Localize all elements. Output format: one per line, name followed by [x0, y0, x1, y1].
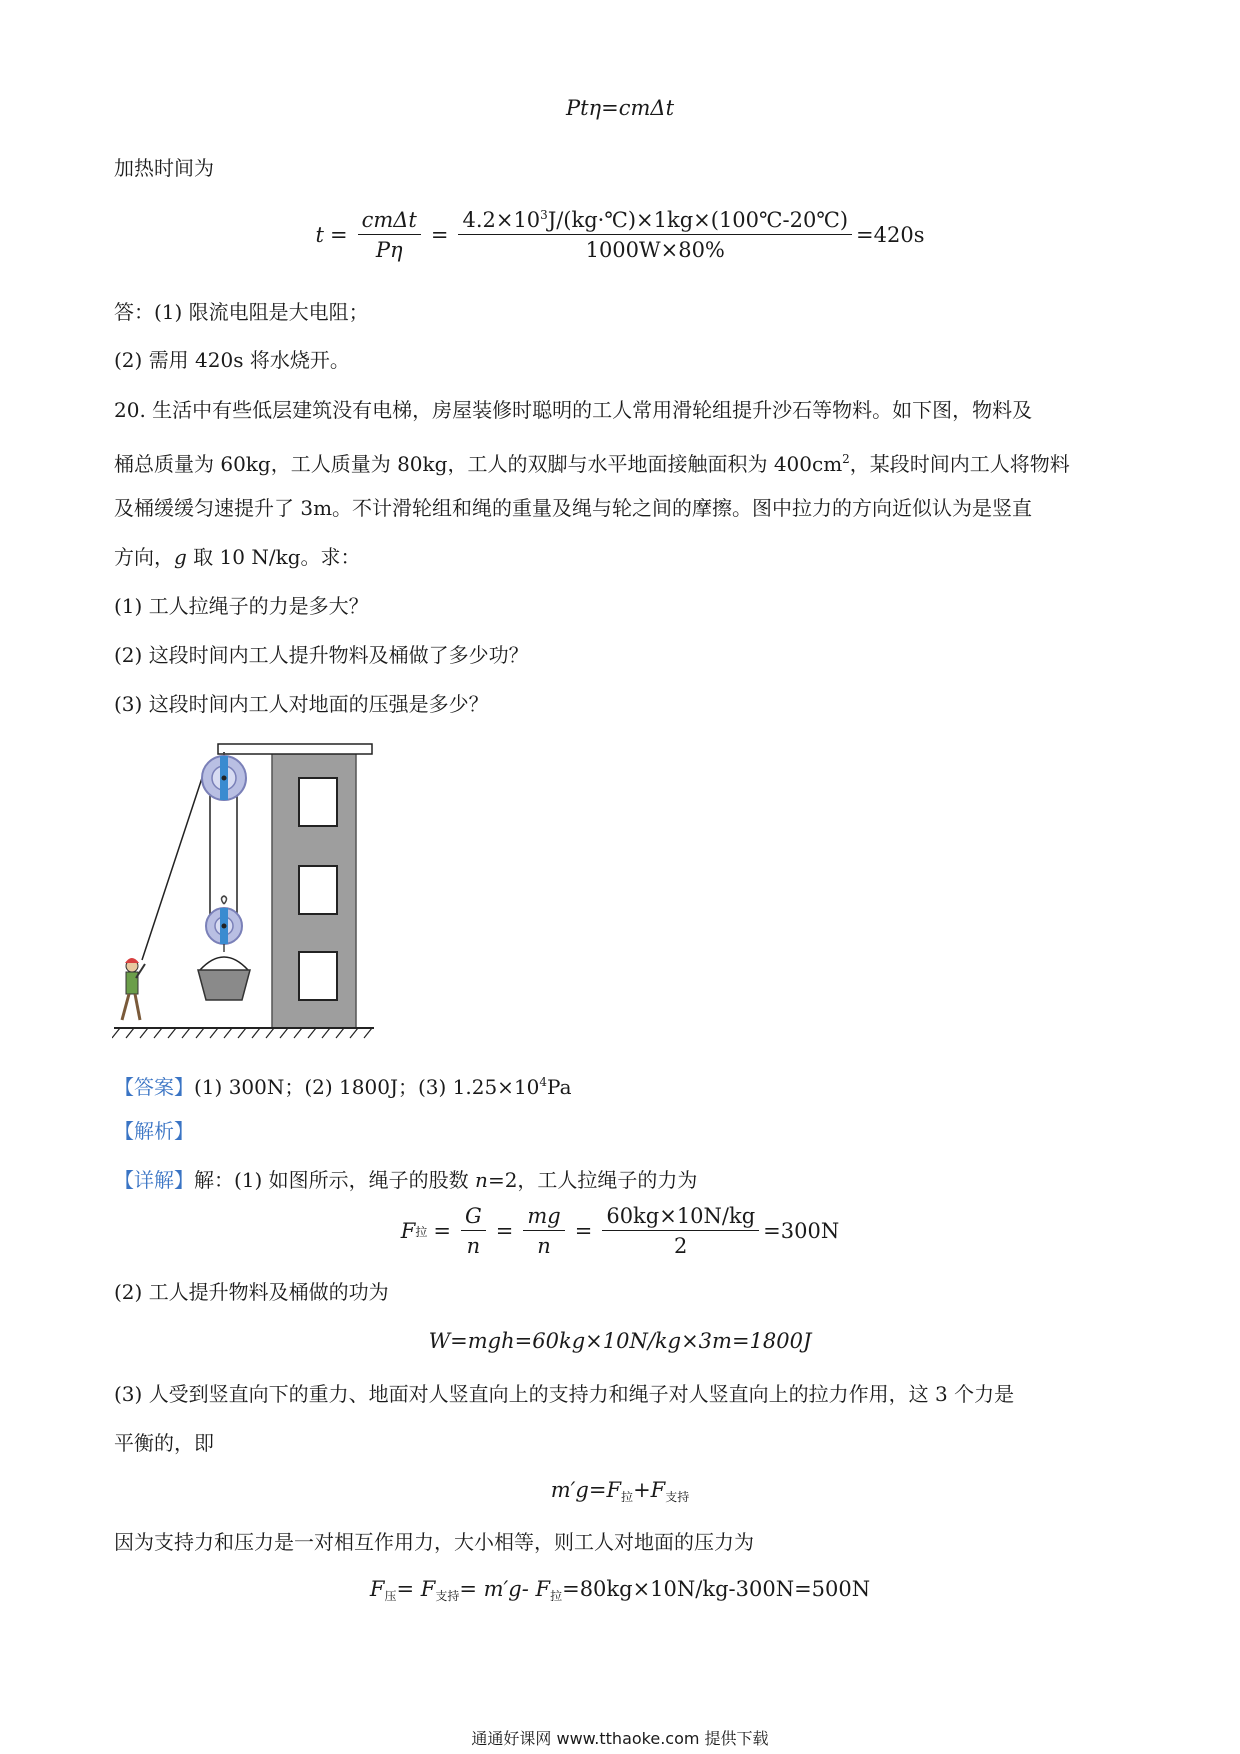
eq-time-f1-den: Pη [375, 238, 403, 262]
eq-pressure-sub-a: 压 [384, 1589, 397, 1603]
eq-force-f1-den: n [466, 1234, 481, 1258]
question-20-line-3: 及桶缓缓匀速提升了 3m。不计滑轮组和绳的重量及绳与轮之间的摩擦。图中拉力的方向近似认为是竖直 [114, 496, 1033, 520]
part-3-line-3: 因为支持力和压力是一对相互作用力，大小相等，则工人对地面的压力为 [114, 1530, 754, 1554]
eq-force-lhs: F [400, 1219, 416, 1243]
part-2-label: (2) 工人提升物料及桶做的功为 [114, 1280, 389, 1304]
eq-force-fraction-1 [461, 1204, 486, 1258]
eq-force-result: =300N [763, 1219, 840, 1243]
question-20-sub-2: (2) 这段时间内工人提升物料及桶做了多少功？ [114, 643, 529, 667]
eq-time-result: =420s [856, 223, 925, 247]
eq-pressure-c: = m′g- F [459, 1577, 551, 1601]
eq-force-f2-num: mg [523, 1204, 564, 1231]
q20-line2-a: 桶总质量为 60kg，工人质量为 80kg，工人的双脚与水平地面接触面积为 400cm [114, 452, 843, 476]
detail-tag: 【详解】 [114, 1168, 194, 1192]
eq-time-f2-num-a: 4.2×10 [462, 208, 541, 232]
eq-force-fraction-3 [602, 1204, 759, 1258]
answer-summary [114, 1068, 572, 1101]
answer-line-1: 答：(1) 限流电阻是大电阻； [114, 300, 369, 324]
answer-text-b: Pa [547, 1075, 572, 1099]
eq-force-f2-den: n [537, 1234, 551, 1258]
eq-balance-sub1: 拉 [621, 1490, 634, 1504]
equation-pull-force: F 拉 = $\frac{G}{n}$ = $\frac{mg}{n}$ = $\frac{60kg\times 10N/kg}{2}$ =300N [400, 1204, 840, 1258]
part-3-line-1: (3) 人受到竖直向下的重力、地面对人竖直向上的支持力和绳子对人竖直向上的拉力作用，这 3 个力是 [114, 1382, 1015, 1406]
q20-line2-b: ，某段时间内工人将物料 [849, 452, 1070, 476]
eq-force-fraction-2 [523, 1204, 564, 1258]
q20-line4-g: g [174, 545, 187, 569]
eq-balance-sub2: 支持 [665, 1490, 690, 1504]
answer-line-2: (2) 需用 420s 将水烧开。 [114, 348, 350, 372]
eq-time-lhs: t [315, 223, 324, 247]
eq-force-lhs-sub: 拉 [415, 1224, 428, 1239]
analysis-tag: 【解析】 [114, 1119, 194, 1143]
footer-watermark: 通通好课网 www.tthaoke.com 提供下载 [471, 1729, 769, 1748]
eq-force-f3-den: 2 [674, 1234, 688, 1258]
eq-pressure-d: =80kg×10N/kg-300N=500N [562, 1577, 871, 1601]
eq-time-f2-den: 1000W×80% [585, 238, 725, 262]
eq-pressure-sub-c: 拉 [550, 1589, 563, 1603]
eq-force-f1-num: G [461, 1204, 486, 1231]
q20-line4-a: 方向， [114, 545, 174, 569]
equation-balance [0, 1478, 1240, 1505]
equation-pressure-force [0, 1577, 1240, 1604]
eq-time-fraction-1 [358, 208, 421, 262]
answer-text-exp: 4 [539, 1075, 548, 1089]
eq-balance-mid: +F [633, 1478, 666, 1502]
question-20-sub-1: (1) 工人拉绳子的力是多大？ [114, 594, 369, 618]
detail-a: 解：(1) 如图所示，绳子的股数 [194, 1168, 476, 1192]
q20-line2-sup: 2 [842, 452, 850, 466]
eq-pressure-b: = F [396, 1577, 436, 1601]
question-20-line-1: 20. 生活中有些低层建筑没有电梯，房屋装修时聪明的工人常用滑轮组提升沙石等物料。如下图，物料及 [114, 398, 1033, 422]
eq-time-fraction-2 [458, 208, 852, 262]
q20-line4-b: 取 10 N/kg。求： [186, 545, 361, 569]
detail-b: =2，工人拉绳子的力为 [487, 1168, 698, 1192]
heat-time-label: 加热时间为 [114, 156, 214, 180]
pulley-diagram [112, 738, 378, 1046]
part-3-line-2: 平衡的，即 [114, 1431, 214, 1455]
eq-time-f2-num-b: J/(kg·℃)×1kg×(100℃-20℃) [547, 208, 849, 232]
question-20-line-2 [114, 445, 1070, 478]
answer-tag: 【答案】 [114, 1075, 194, 1099]
detail-line [114, 1166, 697, 1194]
eq-force-f3-num: 60kg×10N/kg [602, 1204, 759, 1231]
equation-heating-time: t = $\frac{\text{cmΔt}}{P\eta}$ = $\frac{4.2\times 10^3J/(kg\cdot℃)\times 1kg\times(100℃-20℃)}{1000W\times 80\%}$ =420s [315, 208, 925, 262]
question-20-sub-3: (3) 这段时间内工人对地面的压强是多少？ [114, 692, 489, 716]
question-20-line-4 [114, 543, 361, 571]
eq-time-f1-num: cmΔt [358, 208, 421, 235]
detail-n: n [475, 1168, 488, 1192]
eq-pressure-a: F [369, 1577, 385, 1601]
eq-time-f2-num-exp: 3 [540, 208, 548, 222]
eq-pressure-sub-b: 支持 [435, 1589, 460, 1603]
equation-work: W=mgh=60kg×10N/kg×3m=1800J [428, 1329, 812, 1353]
eq-balance-lhs: m′g=F [550, 1478, 622, 1502]
equation-power-heat: Ptη=cmΔt [565, 96, 675, 120]
answer-text-a: (1) 300N；(2) 1800J；(3) 1.25×10 [194, 1075, 540, 1099]
